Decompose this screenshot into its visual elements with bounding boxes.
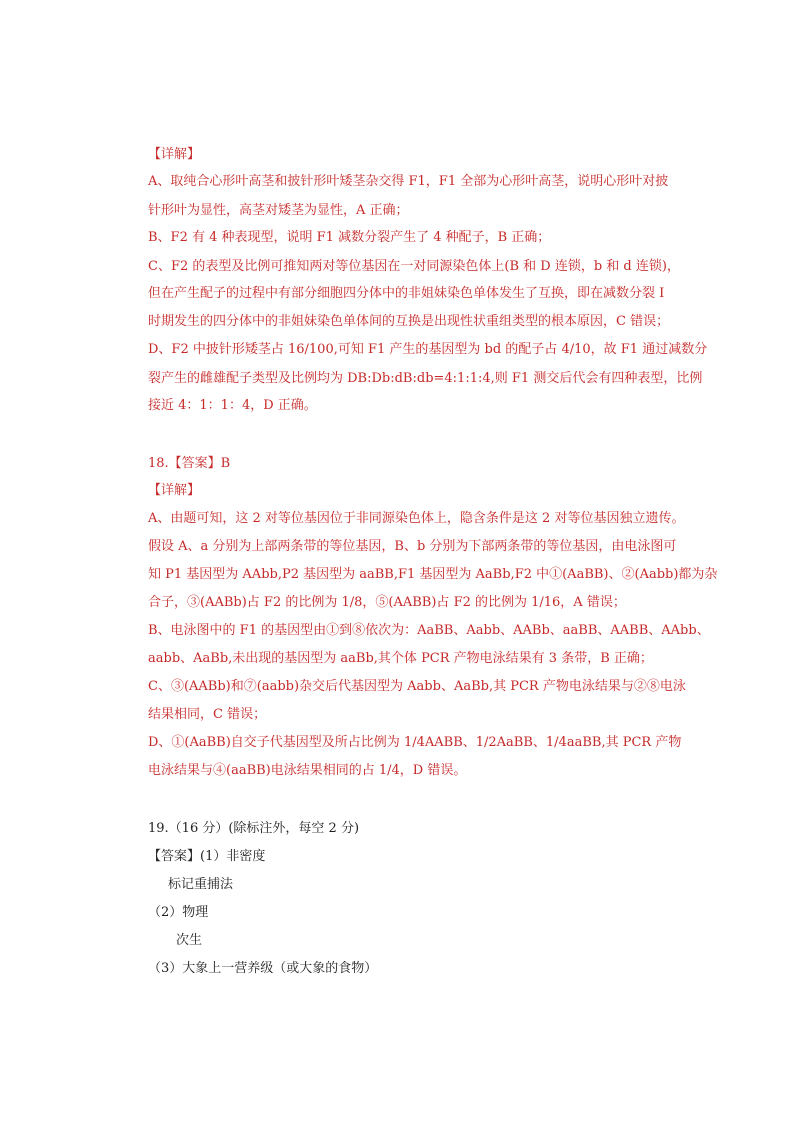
q18-line-10: 电泳结果与④(aaBB)电泳结果相同的占 1/4，D 错误。: [148, 763, 467, 778]
q17-line-3: B、F2 有 4 种表现型，说明 F1 减数分裂产生了 4 种配子，B 正确；: [148, 230, 551, 245]
q19-answer-label: 【答案】(1）非密度: [148, 849, 266, 864]
q18-line-2: 假设 A、a 分别为上部两条带的等位基因，B、b 分别为下部两条带的等位基因，由电泳图可: [148, 539, 677, 554]
q17-line-5: 但在产生配子的过程中有部分细胞四分体中的非姐妹染色单体发生了互换，即在减数分裂 I: [148, 286, 665, 301]
q17-line-2: 针形叶为显性，高茎对矮茎为显性，A 正确；: [148, 203, 409, 218]
q17-line-1: A、取纯合心形叶高茎和披针形叶矮茎杂交得 F1，F1 全部为心形叶高茎，说明心形叶对披: [148, 174, 669, 189]
q19-answer-1b: 标记重捕法: [168, 877, 234, 892]
q17-heading: 【详解】: [148, 147, 201, 162]
q18-heading: 【详解】: [148, 483, 201, 498]
q18-answer: 18.【答案】B: [148, 456, 231, 471]
q17-line-4: C、F2 的表型及比例可推知两对等位基因在一对同源染色体上(B 和 D 连锁，b 和 d 连锁)，: [148, 259, 680, 274]
q17-line-8: 裂产生的雌雄配子类型及比例均为 DB:Db:dB:db=4:1:1:4,则 F1 测交后代会有四种表型，比例: [148, 371, 703, 386]
q18-line-1: A、由题可知，这 2 对等位基因位于非同源染色体上，隐含条件是这 2 对等位基因独立遗传。: [148, 511, 685, 526]
q17-line-6: 时期发生的四分体中的非姐妹染色单体间的互换是出现性状重组类型的根本原因，C 错误；: [148, 314, 670, 329]
q19-title: 19.（16 分）(除标注外，每空 2 分): [148, 821, 360, 836]
q18-line-7: C、③(AABb)和⑦(aabb)杂交后代基因型为 Aabb、AaBb,其 PCR 产物电泳结果与②⑧电泳: [148, 679, 686, 694]
q18-line-6: aabb、AaBb,未出现的基因型为 aaBb,其个体 PCR 产物电泳结果有 3 条带，B 正确；: [148, 651, 653, 666]
q19-answer-2a: （2）物理: [148, 905, 209, 920]
q18-line-9: D、①(AaBB)自交子代基因型及所占比例为 1/4AABB、1/2AaBB、1/4aaBB,其 PCR 产物: [148, 735, 682, 750]
q18-line-8: 结果相同，C 错误；: [148, 707, 267, 722]
q18-line-3: 知 P1 基因型为 AAbb,P2 基因型为 aaBB,F1 基因型为 AaBb,F2 中①(AaBB)、②(Aabb)都为杂: [148, 567, 718, 582]
q19-answer-2b: 次生: [176, 933, 203, 948]
q18-line-4: 合子，③(AABb)占 F2 的比例为 1/8，⑤(AABB)占 F2 的比例为 1/16，A 错误；: [148, 595, 626, 610]
q17-line-7: D、F2 中披针形矮茎占 16/100,可知 F1 产生的基因型为 bd 的配子占 4/10，故 F1 通过减数分: [148, 342, 708, 357]
q18-line-5: B、电泳图中的 F1 的基因型由①到⑧依次为：AaBB、Aabb、AABb、aaBB、AABB、AAbb、: [148, 623, 710, 638]
q19-answer-3: （3）大象上一营养级（或大象的食物）: [148, 961, 378, 976]
q17-line-9: 接近 4：1：1：4，D 正确。: [148, 398, 317, 413]
